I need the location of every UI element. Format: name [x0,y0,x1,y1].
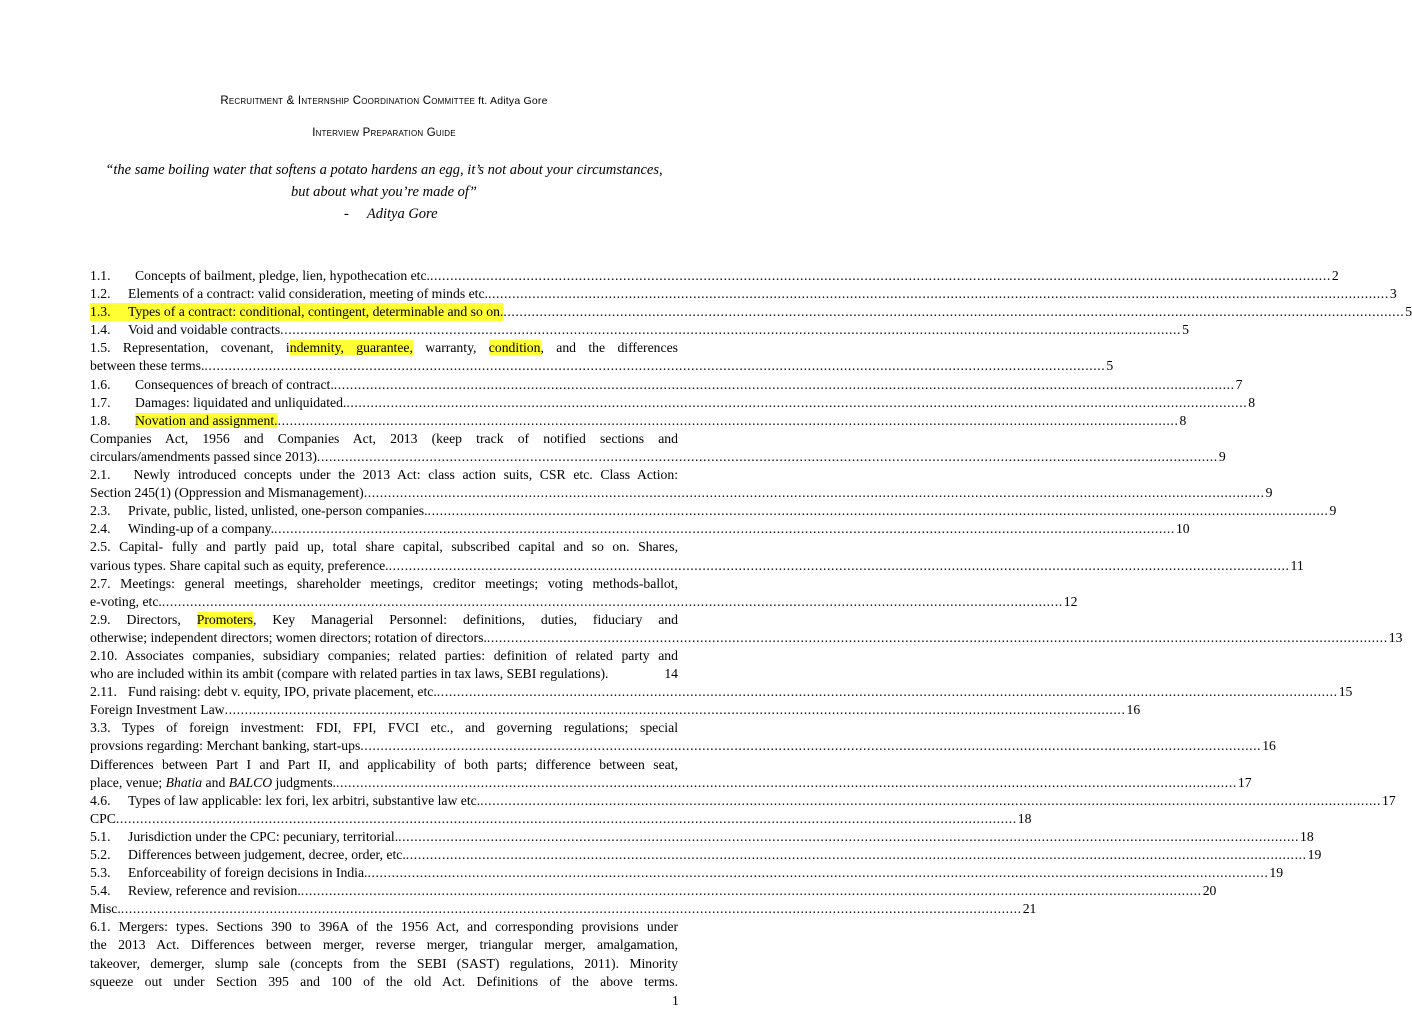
toc-entry-continuation[interactable] [90,629,1403,647]
toc-entry[interactable] [90,376,1243,394]
toc-entry-line[interactable]: 6.1. Mergers: types. Sections 390 to 396A of the 1956 Act, and corresponding provisions under [90,919,678,935]
toc-text: 1.5. Representation, covenant, i [90,340,290,356]
toc-entry-line[interactable]: takeover, demerger, slump sale (concepts from the SEBI (SAST) regulations, 2011). Minority [90,955,678,971]
toc-text: Differences between judgement, decree, order, etc. [128,847,406,862]
toc-page: 12 [1063,593,1078,609]
toc-page: 18 [1300,828,1314,844]
toc-entry-continuation[interactable] [90,557,1304,575]
toc-number: 1.4. [90,322,111,338]
toc-entry[interactable] [90,792,1396,810]
toc-text: , Key Managerial Personnel: definitions, duties, fiduciary and [253,611,678,627]
toc-number: 2.4. [90,521,111,537]
toc-entry-line[interactable] [90,339,678,357]
toc-text: between these terms. [90,358,205,374]
highlighted-text: ndemnity, guarantee, [289,340,413,356]
toc-number: 5.1. [90,828,111,844]
toc-entry[interactable] [90,864,1284,882]
highlighted-text: Promoters [196,611,253,627]
toc-entry-line[interactable]: Companies Act, 1956 and Companies Act, 2013 (keep track of notified sections and [90,430,678,446]
toc-page: 16 [1262,738,1276,754]
toc-entry-line[interactable] [90,611,678,629]
toc-page: 10 [1175,521,1190,537]
toc-text: who are included within its ambit (compare with related parties in tax laws, SEBI regulations). [90,666,609,682]
quote-line-1: “the same boiling water that softens a potato hardens an egg, it’s not about your circumstances, [105,162,663,178]
toc-text: 2.9. Directors, [90,611,197,627]
committee-name: Recruitment & Internship Coordination Committee [220,95,476,107]
toc-text: Consequences of breach of contract. [135,376,334,392]
toc-text: Misc. [90,901,121,917]
toc-text: Jurisdiction under the CPC: pecuniary, territorial. [128,828,399,844]
highlighted-text: Novation and assignment. [135,412,278,428]
toc-number: 4.6. [90,792,111,808]
table-of-contents [90,267,1412,991]
toc-entry[interactable] [90,267,1339,285]
toc-entry-continuation[interactable] [90,665,678,683]
author-dash: - [344,206,349,222]
toc-entry-continuation[interactable] [90,774,1252,792]
toc-page: 18 [1017,810,1032,826]
toc-entry[interactable] [90,846,1322,864]
toc-page: 19 [1269,865,1284,881]
toc-text: Damages: liquidated and unliquidated. [135,394,347,410]
toc-entry-highlighted[interactable] [90,412,1187,430]
toc-number: 1.3. [90,304,111,320]
toc-entry[interactable] [90,394,1256,412]
toc-number: 1.7. [90,394,111,410]
toc-entry[interactable] [90,810,1032,828]
toc-text: CPC [90,810,116,826]
toc-text: otherwise; independent directors; women directors; rotation of directors. [90,629,487,645]
toc-entry-continuation[interactable] [90,593,1078,611]
toc-page: 21 [1022,901,1037,917]
page-number: 1 [672,993,679,1008]
committee-suffix: ft. Aditya Gore [475,95,548,107]
toc-entry-continuation[interactable] [90,737,1276,755]
toc-entry[interactable] [90,285,1397,303]
toc-entry[interactable] [90,520,1190,538]
toc-entry-line[interactable]: 2.7. Meetings: general meetings, shareholder meetings, creditor meetings; voting methods-ballot, [90,575,678,591]
toc-page: 11 [1290,557,1304,573]
toc-entry-line[interactable]: 3.3. Types of foreign investment: FDI, FPI, FVCI etc., and governing regulations; special [90,720,678,736]
case-name: Bhatia [165,774,203,790]
toc-text: judgments. [272,774,336,790]
toc-page: 13 [1388,629,1403,645]
toc-text: Private, public, listed, unlisted, one-person companies. [128,503,428,519]
toc-number: 5.4. [90,883,111,899]
quote-line-2: but about what you’re made of” [291,184,477,200]
toc-page: 17 [1382,792,1396,808]
toc-entry-line[interactable]: 2.1. Newly introduced concepts under the 2013 Act: class action suits, CSR etc. Class Action: [90,467,678,483]
toc-page: 7 [1235,376,1243,392]
toc-number: 2.3. [90,503,111,519]
toc-text: circulars/amendments passed since 2013) [90,448,317,464]
toc-page: 5 [1405,304,1412,320]
toc-number: 5.3. [90,865,111,881]
toc-page: 3 [1389,286,1397,302]
toc-page: 15 [1338,684,1353,700]
toc-text: Review, reference and revision. [128,883,301,899]
toc-entry[interactable] [90,502,1337,520]
toc-page: 9 [1329,503,1337,519]
toc-entry[interactable] [90,701,1141,719]
toc-text: warranty, [412,340,489,356]
toc-text: Fund raising: debt v. equity, IPO, private placement, etc. [128,684,437,700]
toc-entry-continuation[interactable] [90,484,1273,502]
highlighted-text: condition [488,340,541,356]
toc-number: 2.11. [90,684,117,700]
guide-title-text: Interview Preparation Guide [312,127,456,139]
toc-text: provsions regarding: Merchant banking, start-ups [90,738,361,754]
toc-page: 16 [1126,702,1141,718]
toc-page: 5 [1106,358,1114,374]
toc-number: 1.8. [90,412,111,428]
toc-entry[interactable] [90,882,1217,900]
toc-page: 20 [1202,883,1217,899]
toc-page: 5 [1182,322,1189,338]
toc-entry-line[interactable]: 2.10. Associates companies, subsidiary companies; related parties: definition of related party and [90,647,678,663]
toc-page: 19 [1307,847,1322,862]
case-name: BALCO [228,774,273,790]
committee-header [0,95,768,107]
toc-text: and [202,774,229,790]
toc-text: place, venue; [90,774,166,790]
toc-text: Winding-up of a company. [128,521,275,537]
toc-text: , and the differences [540,340,678,356]
toc-entry-highlighted[interactable] [90,303,1412,321]
toc-page: 8 [1248,394,1256,410]
guide-title [0,127,768,139]
toc-entry-continuation[interactable] [90,357,1114,375]
toc-entry-line[interactable]: 2.5. Capital- fully and partly paid up, total share capital, subscribed capital and so on. Shares, [90,539,678,555]
toc-number: 5.2. [90,847,111,862]
toc-entry[interactable] [90,828,1314,846]
toc-entry[interactable] [90,683,1353,701]
quote-author [344,203,438,225]
toc-text: Types of a contract: conditional, contingent, determinable and so on. [128,304,504,320]
toc-entry[interactable] [90,900,1037,918]
toc-page: 9 [1218,448,1226,464]
toc-page: 2 [1331,268,1339,283]
author-name: Aditya Gore [366,206,438,222]
toc-text: Void and voidable contracts [128,322,281,338]
toc-page: 8 [1179,412,1187,428]
toc-text: Section 245(1) (Oppression and Mismanagement) [90,485,364,501]
toc-number: 1.6. [90,376,111,392]
toc-number: 1.1. [90,268,111,283]
toc-text: Concepts of bailment, pledge, lien, hypothecation etc. [135,268,430,283]
toc-entry-line[interactable]: squeeze out under Section 395 and 100 of the old Act. Definitions of the above terms. [90,973,678,989]
toc-entry-continuation[interactable] [90,448,1226,466]
toc-page: 17 [1237,774,1252,790]
toc-page: 9 [1265,485,1273,501]
toc-text: Foreign Investment Law [90,702,225,718]
toc-entry-line[interactable]: the 2013 Act. Differences between merger, reverse merger, triangular merger, amalgamation, [90,937,678,953]
toc-number: 1.2. [90,286,111,302]
toc-text: various types. Share capital such as equity, preference. [90,557,389,573]
toc-entry[interactable] [90,321,1189,339]
toc-text: Enforceability of foreign decisions in India. [128,865,368,881]
toc-text: Elements of a contract: valid consideration, meeting of minds etc. [128,286,488,302]
toc-text: e-voting, etc. [90,593,162,609]
toc-entry-line[interactable]: Differences between Part I and Part II, and applicability of both parts; difference between seat, [90,756,678,772]
toc-text: Types of law applicable: lex fori, lex arbitri, substantive law etc. [128,792,481,808]
toc-page: 14 [664,666,678,682]
